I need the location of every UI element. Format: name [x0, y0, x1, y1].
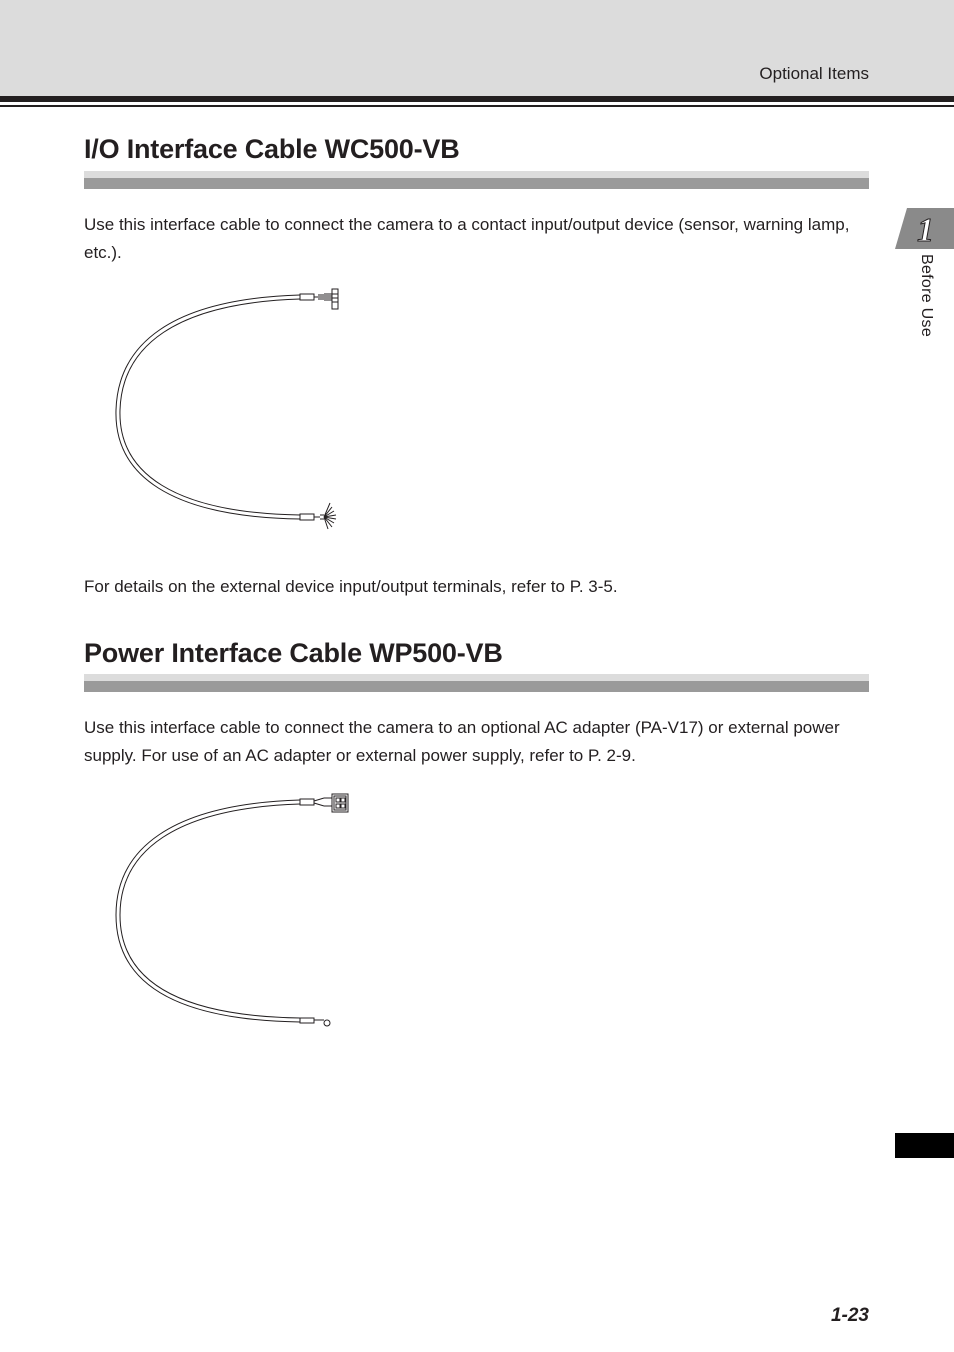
- power-cable-illustration: [110, 790, 360, 1035]
- io-cable-description: Use this interface cable to connect the camera to a contact input/output device (sensor, warning lamp, etc.).: [84, 215, 850, 262]
- io-terminals-note: For details on the external device input/output terminals, refer to P. 3-5.: [84, 577, 618, 596]
- power-cable-description: Use this interface cable to connect the camera to an optional AC adapter (PA-V17) or external power supply. For use of an AC adapter or external power supply, refer to P. 2-9.: [84, 718, 840, 765]
- chapter-edge-marker: [895, 1133, 954, 1158]
- section-title-bar: [84, 171, 869, 189]
- section-title-io-cable: I/O Interface Cable WC500-VB: [84, 134, 460, 164]
- page-number: 1-23: [830, 1305, 869, 1326]
- section-title-bar: [84, 674, 869, 692]
- running-header: Optional Items: [759, 64, 869, 83]
- chapter-title: Before Use: [918, 254, 935, 338]
- chapter-number: 1: [917, 212, 934, 249]
- io-cable-illustration: [110, 285, 360, 537]
- header-rule-thick: [0, 96, 954, 102]
- header-rule-thin: [0, 105, 954, 107]
- chapter-tab: [895, 208, 954, 249]
- section-title-power-cable: Power Interface Cable WP500-VB: [84, 638, 503, 668]
